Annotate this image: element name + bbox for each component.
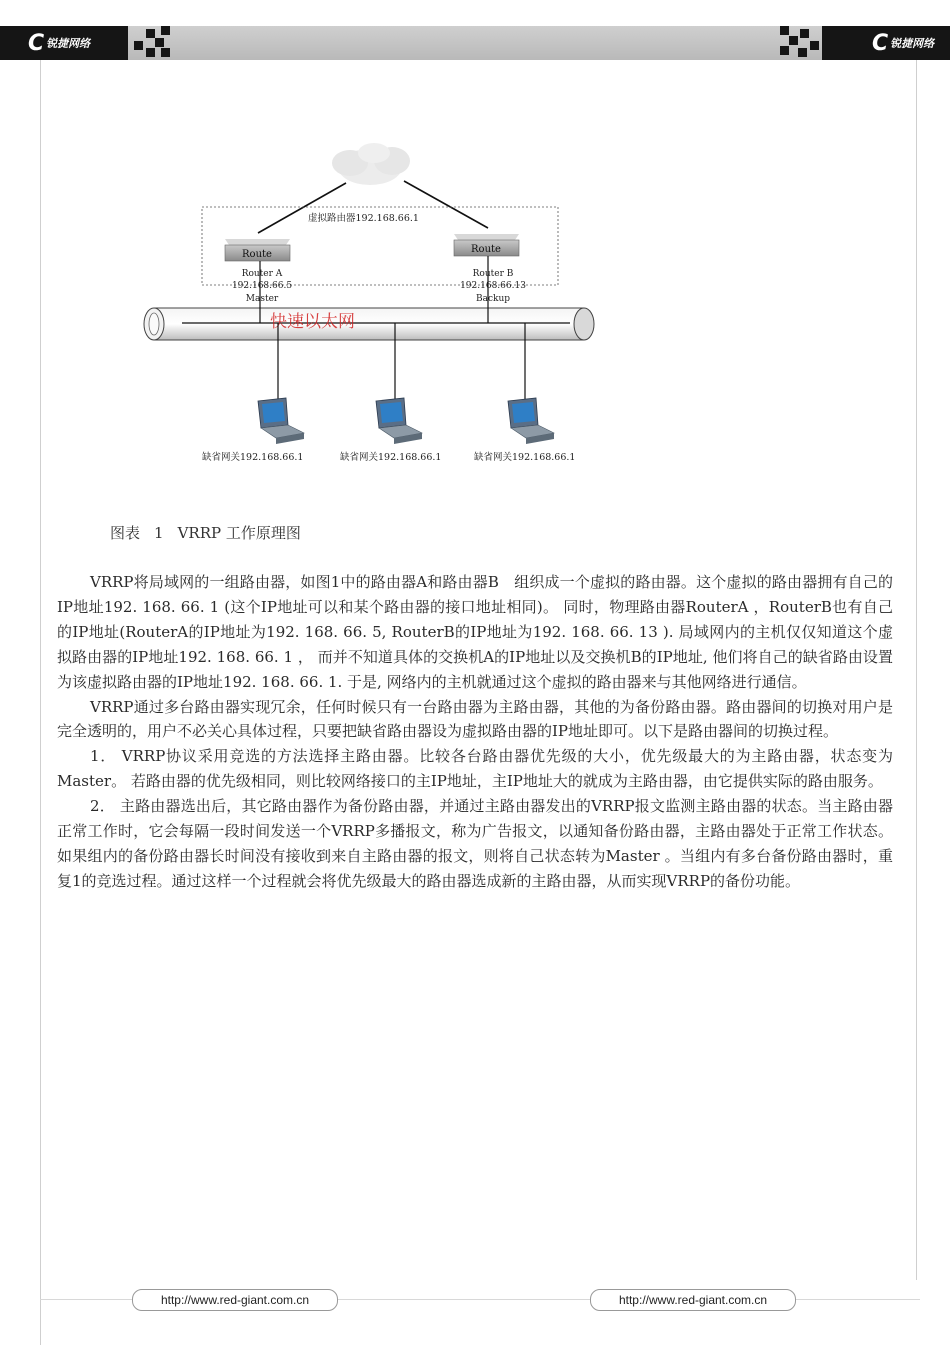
logo-text-right: 锐捷网络 (890, 37, 935, 50)
logo-c-icon: C (872, 30, 889, 56)
router-b-box-label: Route (471, 244, 501, 255)
router-a-ip: 192.168.66.5 (231, 281, 293, 291)
internet-cloud-icon (332, 143, 410, 185)
caption-title: VRRP 工作原理图 (177, 524, 301, 542)
paragraph: VRRP将局域网的一组路由器，如图1中的路由器A和路由器B 组织成一个虚拟的路由器。这个虚拟的路由器拥有自己的IP地址192. 168. 66. 1 (这个IP地址可以和某个路由器的接口地址相同)。 同时，物理路由器RouterA ，RouterB也有自己的IP地址(RouterA的IP地址为192. 168. 66. 5, RouterB的IP地址为192. 168. 66. 13 ). 局域网内的主机仅仅知道这个虚拟路由器的IP地址192. 168. 66. 1 ， 而并不知道具体的交换机A的IP地址以及交换机B的IP地址, 他们将自己的缺省路由设置为该虚拟路由器的IP地址192. 168. 66. 1. 于是, 网络内的主机就通过这个虚拟的路由器来与其他网络进行通信。 (57, 573, 893, 691)
host-1-label: 缺省网关192.168.66.1 (202, 452, 304, 463)
paragraph: 2． 主路由器选出后，其它路由器作为备份路由器，并通过主路由器发出的VRRP报文监测主路由器的状态。当主路由器正常工作时，它会每隔一段时间发送一个VRRP多播报文，称为广告报文，以通知备份路由器，主路由器处于正常工作状态。如果组内的备份路由器长时间没有接收到来自主路由器的报文，则将自己状态转为Master 。当组内有多台备份路由器时，重复1的竞选过程。通过这样一个过程就会将优先级最大的路由器选成新的主路由器，从而实现VRRP的备份功能。 (57, 797, 893, 890)
uplink-router-a (258, 183, 346, 233)
figure-caption (110, 522, 301, 543)
page-border-left (40, 60, 41, 1345)
computer-icon (508, 398, 554, 444)
computer-icon (376, 398, 422, 444)
checker-decoration-right (780, 26, 822, 60)
router-b-role: Backup (475, 294, 511, 304)
paragraph: VRRP通过多台路由器实现冗余，任何时候只有一台路由器为主路由器，其他的为备份路由器。路由器间的切换对用户是完全透明的，用户不必关心具体过程，只要把缺省路由器设为虚拟路由器的IP地址即可。以下是路由器间的切换过程。 (57, 697, 893, 741)
ethernet-label: 快速以太网 (270, 312, 355, 332)
logo-c-icon: C (28, 30, 45, 56)
computer-icon (258, 398, 304, 444)
checker-decoration-left (128, 26, 170, 60)
footer-url-left[interactable]: http://www.red-giant.com.cn (132, 1289, 338, 1311)
host-3-label: 缺省网关192.168.66.1 (474, 452, 576, 463)
paragraph: 1． VRRP协议采用竞选的方法选择主路由器。比较各台路由器优先级的大小，优先级最大的为主路由器，状态变为Master。 若路由器的优先级相同，则比较网络接口的主IP地址，主IP地址大的就成为主路由器，由它提供实际的路由服务。 (57, 747, 893, 791)
caption-number: 1 (154, 524, 164, 542)
host-2-label: 缺省网关192.168.66.1 (340, 452, 442, 463)
page-border-right (916, 60, 917, 1280)
logo-text-left: 锐捷网络 (46, 37, 91, 50)
company-logo-left (0, 26, 128, 60)
footer-url-right[interactable]: http://www.red-giant.com.cn (590, 1289, 796, 1311)
header-banner (0, 26, 950, 60)
router-a-box-label: Route (242, 249, 272, 260)
company-logo-right (822, 26, 950, 60)
router-b-name: Router B (472, 269, 514, 279)
router-a-role: Master (245, 294, 279, 304)
body-text (57, 570, 893, 894)
virtual-router-label: 虚拟路由器192.168.66.1 (308, 213, 419, 224)
router-a-name: Router A (241, 269, 283, 279)
ethernet-bus-pipe (144, 308, 594, 340)
caption-prefix: 图表 (110, 524, 141, 542)
vrrp-diagram (130, 135, 610, 480)
router-b-ip: 192.168.66.13 (460, 281, 526, 291)
